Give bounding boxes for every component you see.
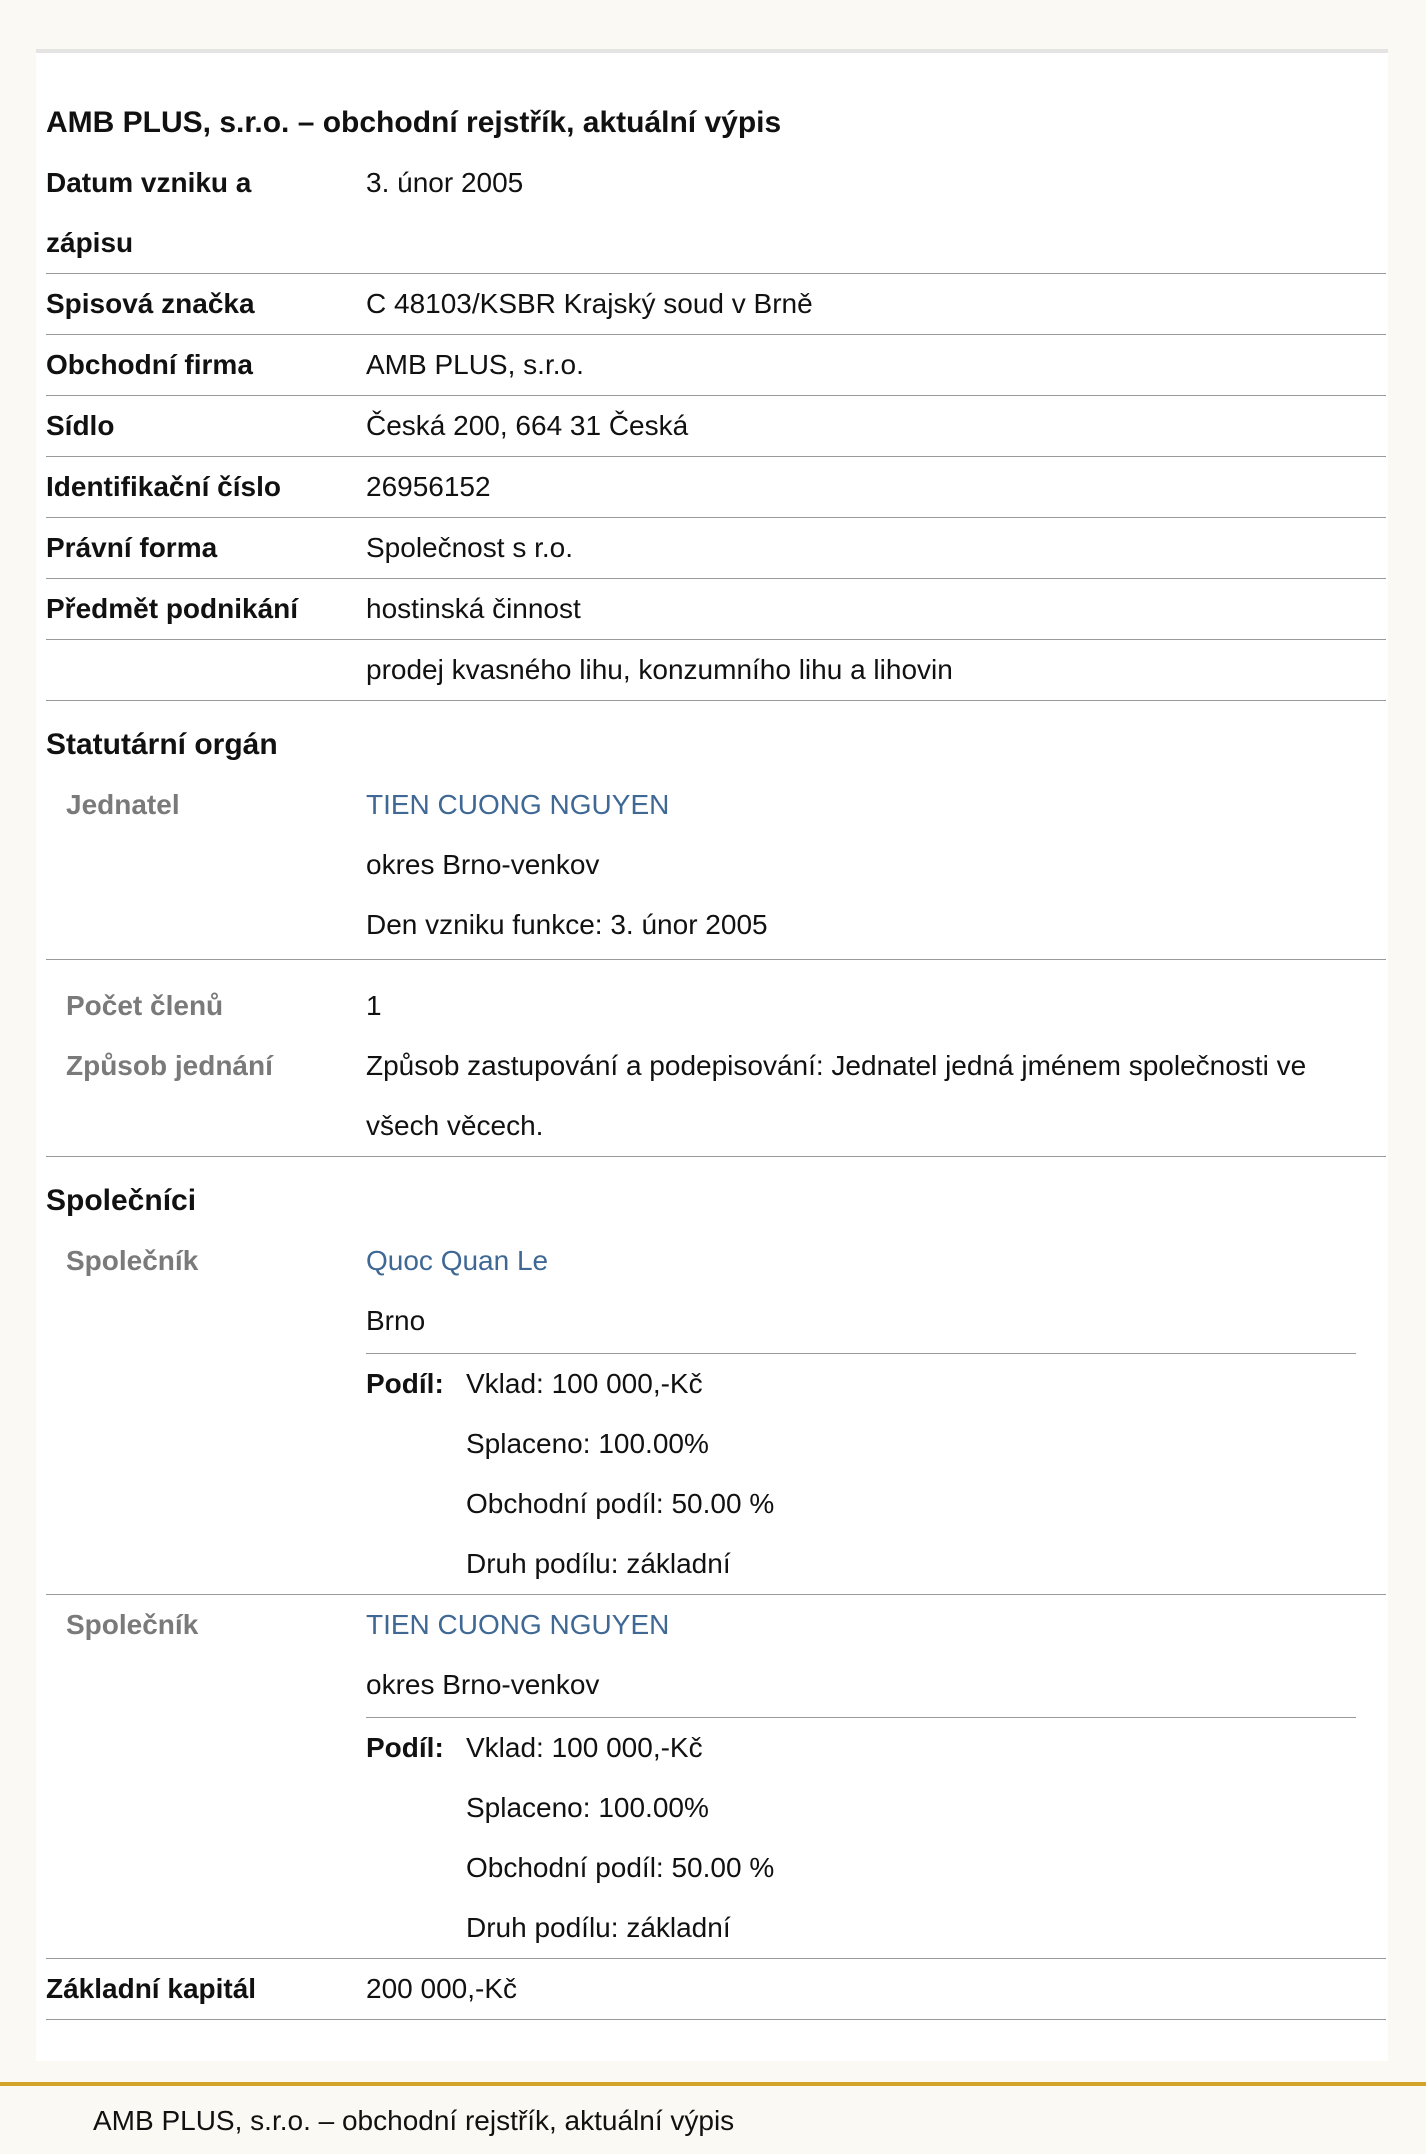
register-extract xyxy=(46,53,1386,2020)
section-title-spolecnici: Společníci xyxy=(46,1184,197,1217)
row-value: 3. únor 2005 xyxy=(366,167,524,198)
row-value: Společnost s r.o. xyxy=(366,532,574,563)
row-value: prodej kvasného lihu, konzumního lihu a lihovin xyxy=(366,654,953,685)
share-obchodni-podil: Obchodní podíl: 50.00 % xyxy=(466,1488,775,1519)
row-identifikacni-cislo xyxy=(46,457,1386,518)
row-jednatel xyxy=(46,775,1386,960)
share-label: Podíl: xyxy=(366,1368,444,1399)
section-title-statutarni-organ: Statutární orgán xyxy=(46,728,278,761)
row-datum-vzniku xyxy=(46,153,1386,274)
page-title: AMB PLUS, s.r.o. – obchodní rejstřík, aktuální výpis xyxy=(46,106,782,139)
row-value: C 48103/KSBR Krajský soud v Brně xyxy=(366,288,813,319)
share-label: Podíl: xyxy=(366,1732,444,1763)
share-druh: Druh podílu: základní xyxy=(466,1912,731,1943)
footer-title: AMB PLUS, s.r.o. – obchodní rejstřík, aktuální výpis xyxy=(93,2105,735,2136)
row-spisova-znacka xyxy=(46,274,1386,335)
row-value: Způsob zastupování a podepisování: Jednatel jedná jménem společnosti ve všech věcech. xyxy=(366,1050,1307,1141)
share-values xyxy=(466,1718,774,1958)
row-label-empty xyxy=(46,640,366,700)
row-value: Česká 200, 664 31 Česká xyxy=(366,410,689,441)
row-value: 200 000,-Kč xyxy=(366,1973,517,2004)
row-spolecnik-2 xyxy=(46,1595,1386,1959)
row-label: Spisová značka xyxy=(46,288,255,319)
row-label: Počet členů xyxy=(66,990,224,1021)
row-value: hostinská činnost xyxy=(366,593,581,624)
share-druh: Druh podílu: základní xyxy=(466,1548,731,1579)
person-link[interactable]: Quoc Quan Le xyxy=(366,1245,549,1276)
row-value xyxy=(366,775,1386,955)
share-splaceno: Splaceno: 100.00% xyxy=(466,1428,709,1459)
row-pocet-clenu xyxy=(46,960,1386,1036)
row-label: Společník xyxy=(66,1245,199,1276)
row-label: Předmět podnikání xyxy=(46,593,299,624)
document-sheet xyxy=(36,49,1388,2061)
person-link[interactable]: TIEN CUONG NGUYEN xyxy=(366,789,670,820)
row-predmet-podnikani-2 xyxy=(46,640,1386,701)
row-spolecnik-1 xyxy=(46,1231,1386,1595)
row-label: Sídlo xyxy=(46,410,115,441)
row-value: 1 xyxy=(366,990,382,1021)
share-values xyxy=(466,1354,774,1594)
person-place: okres Brno-venkov xyxy=(366,849,600,880)
share-vklad: Vklad: 100 000,-Kč xyxy=(466,1732,703,1763)
row-pravni-forma xyxy=(46,518,1386,579)
row-label: Společník xyxy=(66,1609,199,1640)
function-since: Den vzniku funkce: 3. únor 2005 xyxy=(366,909,768,940)
row-obchodni-firma xyxy=(46,335,1386,396)
row-predmet-podnikani xyxy=(46,579,1386,640)
row-value xyxy=(366,1595,1386,1958)
row-label: Jednatel xyxy=(66,789,180,820)
row-value: 26956152 xyxy=(366,471,491,502)
row-zakladni-kapital xyxy=(46,1959,1386,2020)
row-zpusob-jednani xyxy=(46,1036,1386,1157)
person-place: okres Brno-venkov xyxy=(366,1669,600,1700)
row-value: AMB PLUS, s.r.o. xyxy=(366,349,584,380)
row-label: Identifikační číslo xyxy=(46,471,281,502)
share-obchodni-podil: Obchodní podíl: 50.00 % xyxy=(466,1852,775,1883)
row-sidlo xyxy=(46,396,1386,457)
row-label: Základní kapitál xyxy=(46,1973,257,2004)
share-block xyxy=(366,1354,1386,1594)
row-value xyxy=(366,1231,1386,1594)
share-vklad: Vklad: 100 000,-Kč xyxy=(466,1368,703,1399)
share-splaceno: Splaceno: 100.00% xyxy=(466,1792,709,1823)
footer-accent-bar xyxy=(0,2082,1426,2086)
share-block xyxy=(366,1718,1386,1958)
row-label: Právní forma xyxy=(46,532,218,563)
row-label: Datum vzniku a zápisu xyxy=(46,167,252,258)
person-link[interactable]: TIEN CUONG NGUYEN xyxy=(366,1609,670,1640)
row-label: Obchodní firma xyxy=(46,349,253,380)
person-place: Brno xyxy=(366,1305,426,1336)
row-label: Způsob jednání xyxy=(66,1050,273,1081)
